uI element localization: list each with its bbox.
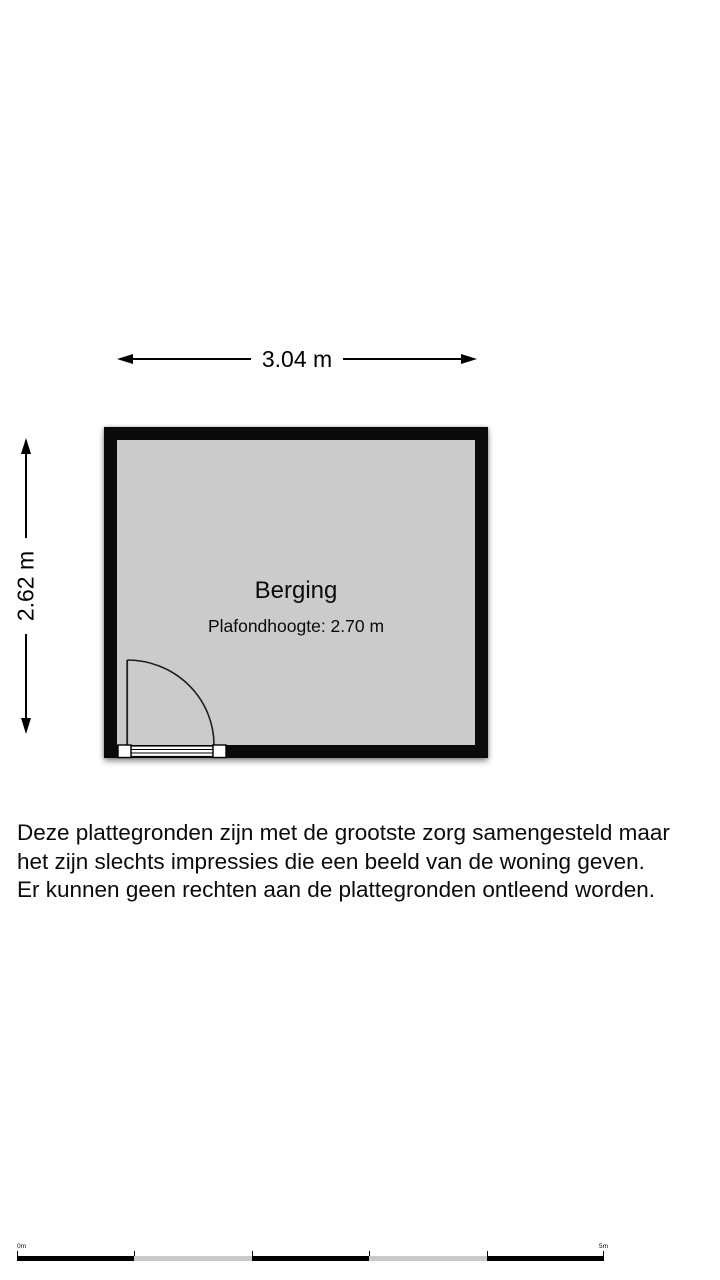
disclaimer-line: Deze plattegronden zijn met de grootste zorg samengesteld maar xyxy=(17,820,670,845)
scale-tick xyxy=(487,1251,488,1256)
height-dimension-label: 2.62 m xyxy=(12,550,39,622)
disclaimer-line: het zijn slechts impressies die een beeld van de woning geven. xyxy=(17,848,645,874)
scale-bar xyxy=(17,1243,608,1261)
width-dimension xyxy=(117,348,477,370)
scale-segment xyxy=(134,1256,251,1261)
scale-tick xyxy=(252,1251,253,1256)
height-dimension-label-wrap xyxy=(12,538,39,634)
width-dimension-label: 3.04 m xyxy=(261,346,333,372)
scale-tick xyxy=(369,1251,370,1256)
scale-tick xyxy=(134,1251,135,1256)
door-swing-icon xyxy=(104,628,264,768)
scale-tick xyxy=(17,1251,18,1256)
disclaimer-line: Er kunnen geen rechten aan de plattegronden ontleend worden. xyxy=(17,877,655,902)
arrowhead-left-icon xyxy=(117,354,133,364)
scale-segment xyxy=(487,1256,604,1261)
scale-tick xyxy=(603,1251,604,1256)
dimension-line xyxy=(343,358,461,360)
arrowhead-up-icon xyxy=(21,438,31,454)
arrowhead-right-icon xyxy=(461,354,477,364)
scale-end-label: 5m xyxy=(598,1243,608,1250)
scale-segment xyxy=(17,1256,134,1261)
height-dimension xyxy=(12,438,39,734)
dimension-line xyxy=(25,454,27,538)
room-name-label: Berging xyxy=(254,577,338,604)
dimension-line xyxy=(25,634,27,718)
arrowhead-down-icon xyxy=(21,718,31,734)
disclaimer-text xyxy=(17,819,670,905)
dimension-line xyxy=(133,358,251,360)
scale-segment xyxy=(369,1256,486,1261)
scale-start-label: 0m xyxy=(17,1243,27,1250)
scale-segment xyxy=(252,1256,369,1261)
ceiling-height-label: Plafondhoogte: 2.70 m xyxy=(207,616,385,636)
